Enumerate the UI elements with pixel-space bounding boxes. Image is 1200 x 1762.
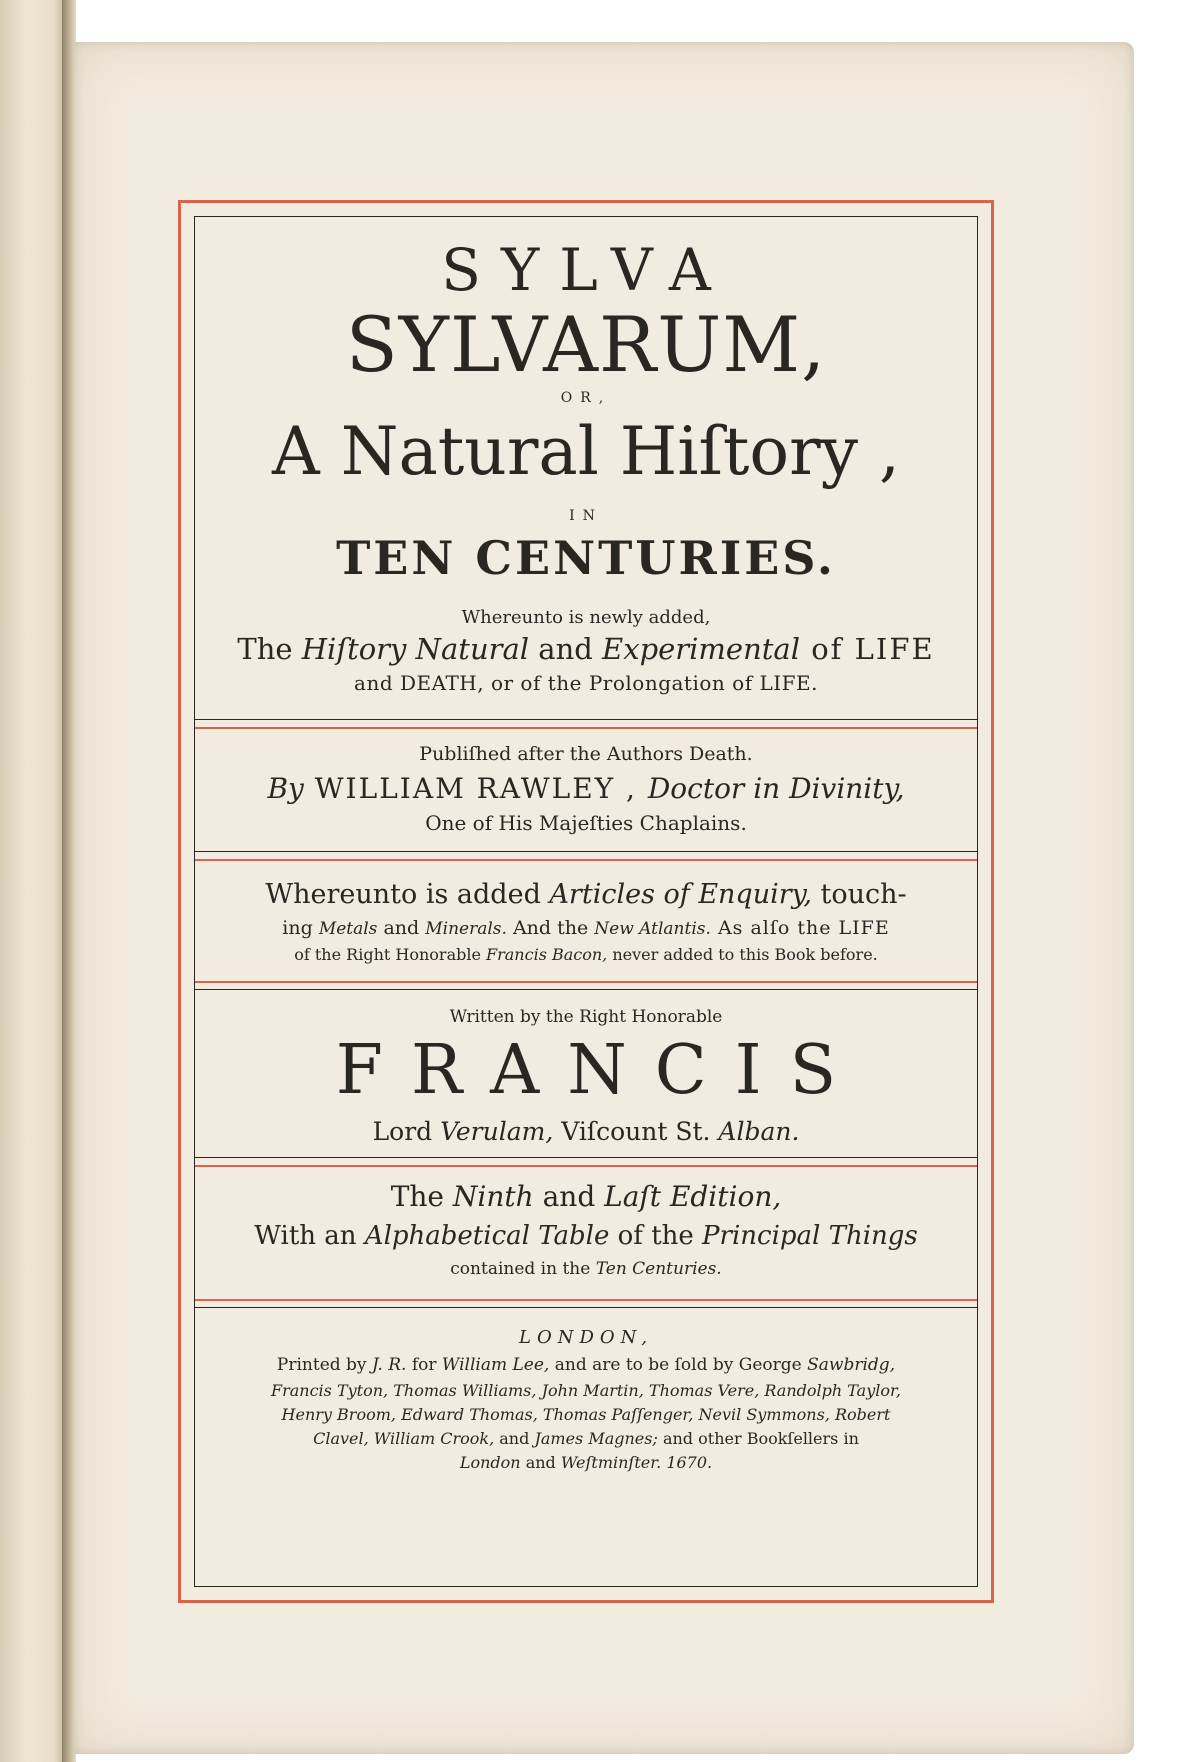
- edition-line-1-d: Laſt Edition,: [604, 1180, 782, 1213]
- addition-line-1-d: Experimental: [602, 632, 800, 666]
- subtitle: A Natural Hiſtory ,: [272, 413, 900, 490]
- imprint-line-5-b: and: [520, 1453, 561, 1472]
- editor-line: [195, 772, 977, 805]
- editor-name: WILLIAM RAWLEY ,: [303, 772, 648, 805]
- author-title-c: Viſcount St.: [553, 1117, 719, 1146]
- chaplain-line: One of His Majeſties Chaplains.: [425, 811, 747, 835]
- edition-line-1: [195, 1180, 977, 1213]
- imprint-line-4-b: and: [494, 1429, 535, 1448]
- articles-line-1-b: Articles of Enquiry,: [549, 879, 812, 910]
- articles-line-3-c: never added to this Book before.: [607, 945, 878, 964]
- imprint-line-5-a: London: [459, 1453, 521, 1472]
- articles-line-3: [195, 947, 977, 963]
- edition-line-2-d: Principal Things: [702, 1221, 918, 1251]
- author-name: FRANCIS: [335, 1031, 865, 1110]
- edition-line-2-c: of the: [609, 1221, 703, 1251]
- articles-line-2-c: and: [377, 917, 426, 939]
- published-note: Publiſhed after the Authors Death.: [419, 743, 753, 765]
- addition-line-1-e: of LIFE: [800, 632, 935, 666]
- imprint-line-2: Francis Tyton, Thomas Williams, John Martin, Thomas Vere, Randolph Taylor,: [271, 1381, 901, 1400]
- articles-line-2: [195, 919, 977, 938]
- imprint-line-1-a: Printed by: [276, 1355, 372, 1375]
- articles-line-2-f: New Atlantis.: [594, 919, 711, 939]
- imprint-line-1-d: William Lee,: [441, 1355, 550, 1375]
- title-or: OR,: [560, 390, 612, 406]
- written-by: Written by the Right Honorable: [449, 1007, 723, 1027]
- imprint-line-5: [195, 1455, 977, 1471]
- ten-centuries: TEN CENTURIES.: [336, 531, 836, 585]
- imprint-city: LONDON,: [519, 1327, 653, 1348]
- articles-line-2-e: And the: [506, 917, 595, 939]
- editor-by: By: [267, 772, 304, 805]
- imprint-line-4: [195, 1431, 977, 1447]
- editor-degree: Doctor in Divinity,: [647, 772, 905, 805]
- imprint-line-1: [195, 1357, 977, 1374]
- articles-line-1: [195, 881, 977, 908]
- author-title-b: Verulam,: [440, 1117, 554, 1146]
- articles-line-2-d: Minerals.: [425, 919, 507, 939]
- imprint-line-1-e: and are to be ſold by George: [549, 1355, 808, 1375]
- author-title-a: Lord: [372, 1117, 441, 1146]
- articles-line-3-a: of the Right Honorable: [294, 945, 487, 964]
- addition-intro: Whereunto is newly added,: [461, 607, 711, 628]
- articles-line-3-b: Francis Bacon,: [486, 945, 608, 964]
- title-line-2: SYLVARUM,: [345, 300, 827, 389]
- facing-page-edge: [0, 0, 68, 1762]
- edition-line-1-a: The: [390, 1180, 453, 1213]
- edition-line-2-b: Alphabetical Table: [364, 1221, 610, 1251]
- imprint-line-4-d: and other Bookſellers in: [657, 1429, 859, 1448]
- imprint-line-5-d: 1670.: [661, 1453, 713, 1472]
- edition-line-3-b: Ten Centuries.: [595, 1259, 722, 1279]
- imprint-line-4-a: Clavel, William Crook,: [313, 1429, 495, 1448]
- articles-line-2-b: Metals: [318, 919, 378, 939]
- imprint-line-3: Henry Broom, Edward Thomas, Thomas Paſſenger, Nevil Symmons, Robert: [281, 1405, 891, 1424]
- author-title: [195, 1119, 977, 1144]
- edition-line-3-a: contained in the: [450, 1259, 596, 1279]
- edition-line-2-a: With an: [254, 1221, 365, 1251]
- author-title-d: Alban.: [718, 1117, 800, 1146]
- imprint-line-4-c: James Magnes;: [534, 1429, 658, 1448]
- addition-line-2: and DEATH, or of the Prolongation of LIFE.: [354, 671, 818, 695]
- addition-line-1-c: and: [529, 632, 603, 666]
- edition-line-1-c: and: [533, 1180, 605, 1213]
- articles-line-1-c: touch-: [811, 879, 907, 910]
- addition-line-1-a: The: [237, 632, 302, 666]
- edition-line-1-b: Ninth: [452, 1180, 534, 1213]
- edition-line-3: [195, 1261, 977, 1278]
- addition-line-1-b: Hiſtory Natural: [301, 632, 530, 666]
- imprint-line-1-c: for: [406, 1355, 442, 1375]
- imprint-line-1-b: J. R.: [371, 1355, 407, 1375]
- black-inner-rule-frame: [194, 216, 978, 1587]
- articles-line-1-a: Whereunto is added: [265, 879, 550, 910]
- articles-line-2-a: ing: [282, 917, 319, 939]
- title-in: IN: [569, 508, 603, 524]
- articles-line-2-g: As alſo the LIFE: [710, 917, 890, 939]
- addition-line-1: [195, 632, 977, 666]
- imprint-line-5-c: Weſtminſter.: [560, 1453, 662, 1472]
- title-page: [74, 42, 1134, 1754]
- title-line-1: SYLVA: [441, 236, 731, 304]
- red-outer-rule-frame: [178, 200, 994, 1603]
- edition-line-2: [195, 1223, 977, 1249]
- imprint-line-1-f: Sawbridg,: [807, 1355, 896, 1375]
